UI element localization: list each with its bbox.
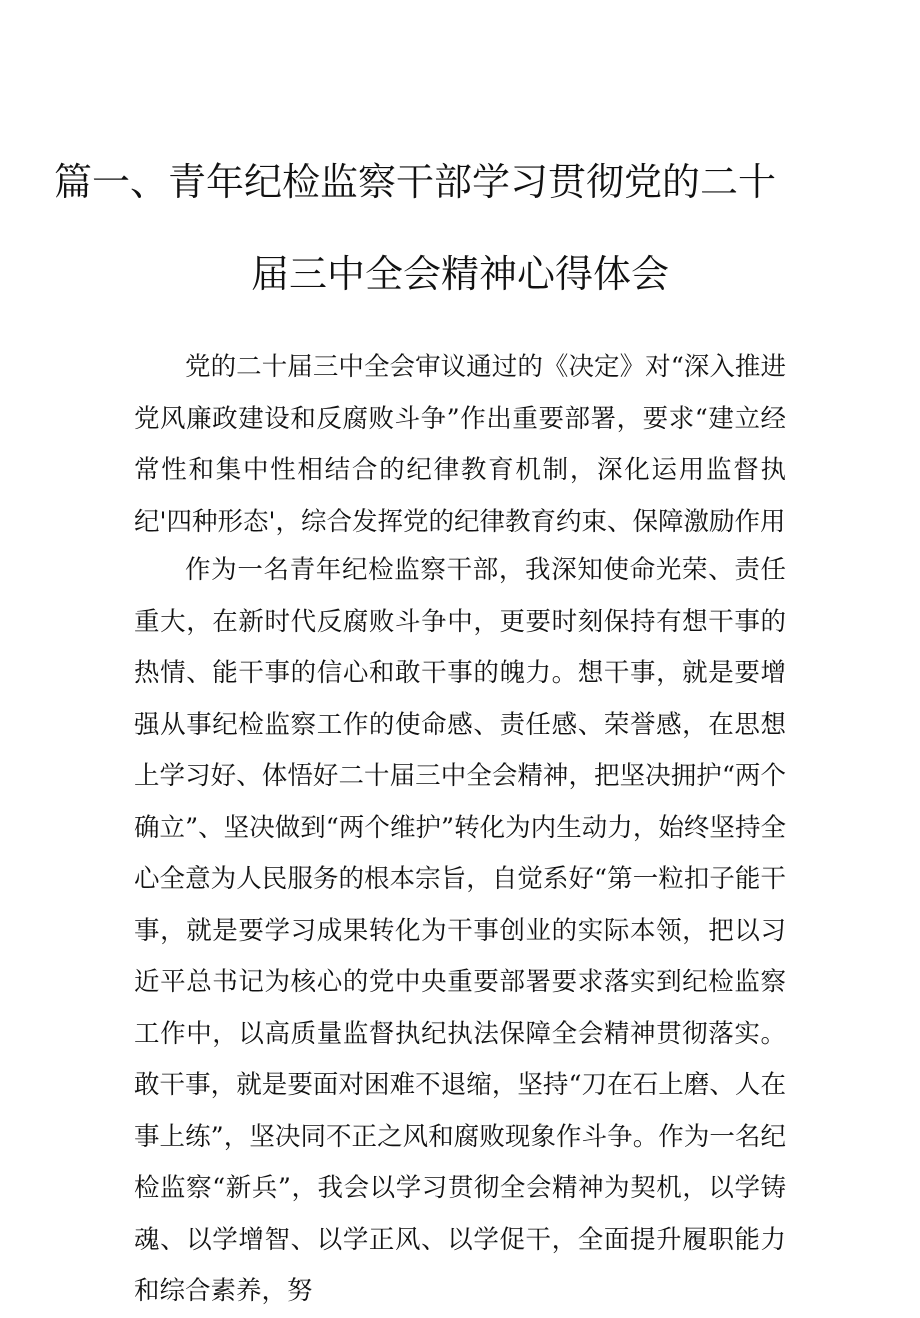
paragraph-1: 党的二十届三中全会审议通过的《决定》对“深入推进党风廉政建设和反腐败斗争”作出重要部署，要求“建立经常性和集中性相结合的纪律教育机制，深化运用监督执纪'四种形态'，综合发挥党的纪律教育约束、保障激励作用 (134, 352, 786, 537)
paragraph-2: 作为一名青年纪检监察干部，我深知使命光荣、责任重大，在新时代反腐败斗争中，更要时刻保持有想干事的热情、能干事的信心和敢干事的魄力。想干事，就是要增强从事纪检监察工作的使命感、责任感、荣誉感，在思想上学习好、体悟好二十届三中全会精神，把坚决拥护“两个确立”、坚决做到“两个维护”转化为内生动力，始终坚持全心全意为人民服务的根本宗旨，自觉系好“第一粒扣子能干事，就是要学习成果转化为干事创业的实际本领，把以习近平总书记为核心的党中央重要部署要求落实到纪检监察工作中，以高质量监督执纪执法保障全会精神贯彻落实。敢干事，就是要面对困难不退缩，坚持“刀在石上磨、人在事上练”，坚决同不正之风和腐败现象作斗争。作为一名纪检监察“新兵”，我会以学习贯彻全会精神为契机，以学铸魂、以学增智、以学正风、以学促干，全面提升履职能力和综合素养，努 (134, 555, 786, 1306)
document-title-line-2: 届三中全会精神心得体会 (250, 252, 669, 296)
document-title-line-1: 篇一、青年纪检监察干部学习贯彻党的二十 (53, 160, 776, 204)
